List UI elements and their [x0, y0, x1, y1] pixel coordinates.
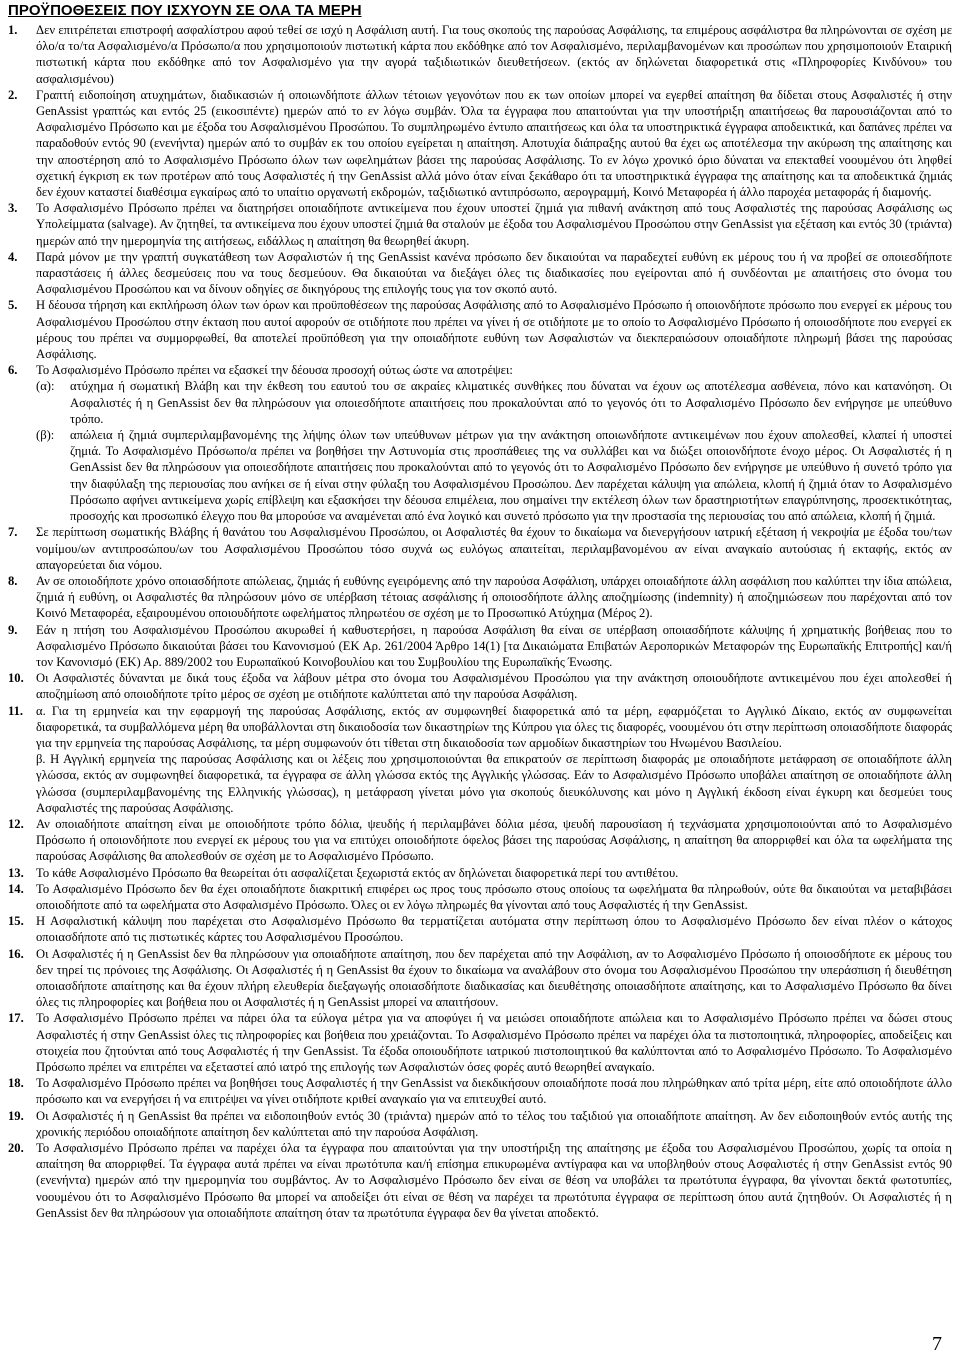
term-text: α. Για τη ερμηνεία και την εφαρμογή της παρούσας Ασφάλισης, εκτός αν συμφωνηθεί διαφορετικά από τα μέρη, εφαρμόζεται το Αγγλικό Δίκαιο, εκτός αν συμφωνείται διαφορετικά, τα συμβαλλόμενα μέρη θα υποβάλλονται στη δικαιοδοσία των δικαστηρίων της Κύπρου για όλες τις διαφορές, νοουμένου ότι στην περίπτωση οποιασδήποτε διαφοράς για την ερμηνεία της παρούσας Ασφάλισης, τα μέρη συμφωνούν ότι τίθεται στη δικαιοδοσία των αρμοδίων δικαστηρίων του Ηνωμένου Βασιλείου. [36, 703, 952, 750]
term-number: 9. [8, 622, 18, 637]
term-text: Το Ασφαλισμένο Πρόσωπο δεν θα έχει οποιαδήποτε διακριτική επιφέρει ως προς τους πρόσωπο στους οποίους τα ωφελήματα θα πληρωθούν, ούτε θα δικαιούται να μεταβιβάσει οποιοδήποτε από τα ωφελήματα στο Ασφαλισμένο Πρόσωπο. Όλες οι εν λόγω πληρωμές θα γίνονται από τους Ασφαλιστές ή την GenAssist. [36, 881, 952, 912]
term-text: Το κάθε Ασφαλισμένο Πρόσωπο θα θεωρείται ότι ασφαλίζεται ξεχωριστά εκτός αν δηλώνεται διαφορετικά περί του αντιθέτου. [36, 865, 679, 880]
term-item [8, 249, 952, 298]
term-number: 5. [8, 298, 18, 313]
term-item [8, 703, 952, 816]
term-text: Οι Ασφαλιστές ή η GenAssist θα πρέπει να ειδοποιηθούν εντός 30 (τριάντα) ημερών από το τέλος του ταξιδιού για οποιαδήποτε απαίτηση. Αν δεν ειδοποιηθούν εντός αυτής της χρονικής περιόδου οποιαδήποτε απαίτηση δεν καλύπτεται από την παρούσα Ασφάλιση. [36, 1108, 952, 1139]
term-item [8, 22, 952, 87]
sub-clause-text: απώλεια ή ζημιά συμπεριλαμβανομένης της λήψης όλων των υπεύθυνων μέτρων για την ανάκτηση οποιωνδήποτε αντικειμένων που έχουν απολεσθεί, κλαπεί ή υποστεί ζημιά. Το Ασφαλισμένο Πρόσωπο/α πρέπει να βοηθήσει την Αστυνομία στις προσπάθειες της να συλλάβει και να διώξει οποιονδήποτε ένοχο μέρος. Οι Ασφαλιστές ή η GenAssist δεν θα πληρώσουν για οποιεσδήποτε απαιτήσεις που προκαλούνται από το γεγονός ότι το Ασφαλισμένο Πρόσωπο δεν ενήργησε με υπεύθυνο ή συνετό τρόπο για την διαφύλαξη της περιουσίας που ανήκει σε ή είναι στην φύλαξη του Ασφαλισμένου Προσώπου. Δεν παρέχεται κάλυψη για απώλεια, κλοπή ή ζημιά όταν το Ασφαλισμένο Πρόσωπο αφήνει αντικείμενα χωρίς επίβλεψη και εξασκήσει την δέουσα επιμέλεια, που σημαίνει την εκτέλεση όλων των δραστηριοτήτων επαγρύπνησης, προσεκτικότητας, προσοχής και προσωπικό έλεγχο που θα μπορούσε να αναμένεται από ένα λογικό και συνετό πρόσωπο για την προστασία της περιουσίας του από απώλεια, κλοπή ή ζημιά. [70, 428, 952, 524]
term-number: 7. [8, 525, 18, 540]
term-item [8, 87, 952, 200]
term-item [8, 946, 952, 1011]
term-item [8, 524, 952, 573]
term-text: Το Ασφαλισμένο Πρόσωπο πρέπει να βοηθήσει τους Ασφαλιστές ή την GenAssist να διεκδικήσουν οποιαδήποτε ποσά που πληρώθηκαν από τρίτα μέρη, είτε από οποιοδήποτε άλλο πρόσωπο και να ενεργήσει ή να επιτρέψει να γίνει οτιδήποτε κριθεί αναγκαίο για να επιτευχθεί αυτό. [36, 1076, 952, 1107]
term-text: Οι Ασφαλιστές ή η GenAssist δεν θα πληρώσουν για οποιαδήποτε απαίτηση, που δεν παρέχεται από την Ασφάλιση, αν το Ασφαλισμένο Πρόσωπο ή οποιοσδήποτε εκ μέρους του δεν τηρεί τις πρόνοιες της Ασφάλισης. Οι Ασφαλιστές ή η GenAssist θα έχουν το δικαίωμα να αναλάβουν στο όνομα του Ασφαλισμένου Προσώπου την υπεράσπιση ή διευθέτηση οποιασδήποτε απαίτησης και θα έχουν πλήρη ελευθερία διεξαγωγής οποιασδήποτε διαδικασίας και διευθέτησης οποιασδήποτε απαίτησης, και το Ασφαλισμένο Πρόσωπο θα δίνει όλες τις πληροφορίες και βοήθεια που οι Ασφαλιστές ή η GenAssist μπορεί να απαιτήσουν. [36, 946, 952, 1010]
sub-clause-label: (β): [36, 428, 55, 443]
term-item [8, 1140, 952, 1221]
term-text: Αν οποιαδήποτε απαίτηση είναι με οποιοδήποτε τρόπο δόλια, ψευδής ή περιλαμβάνει δόλια μέσα, ψευδή παρουσίαση ή τεχνάσματα χρησιμοποιούνται από το Ασφαλισμένο Πρόσωπο ή οποιονδήποτε που ενεργεί εκ μέρους του για να επιτύχει οποιοδήποτε όφελος βάσει της παρούσας Ασφάλισης, η απαίτηση θα απορριφθεί και όλα τα ωφελήματα της παρούσας Ασφάλισης θα απολεσθούν σε σχέση με το Ασφαλισμένο Πρόσωπο. [36, 816, 952, 864]
term-item [8, 362, 952, 524]
term-item [8, 816, 952, 865]
term-item [8, 1010, 952, 1075]
term-number: 3. [8, 201, 18, 216]
term-text: Δεν επιτρέπεται επιστροφή ασφαλίστρου αφού τεθεί σε ισχύ η Ασφάλιση αυτή. Για τους σκοπούς της παρούσας Ασφάλισης, τα επιμέρους ασφάλιστρα θα πληρώνονται σε σχέση με όλο/α το/τα Ασφαλισμένο/α Πρόσωπο/α που χρησιμοποιούν πιστωτική κάρτα που εκδόθηκε από τον Ασφαλισμένο, περιλαμβανομένων και προσώπων που χρησιμοποιούν Εταιρική πιστωτική κάρτα που εκδόθηκε από τον Ασφαλισμένο για την αγορά ταξιδιωτικών διευθετήσεων. (εκτός αν δηλώνεται διαφορετικά στις «Πληροφορίες Κινδύνου» του ασφαλισμένου) [36, 23, 952, 86]
term-number: 17. [8, 1011, 24, 1026]
term-text: Το Ασφαλισμένο Πρόσωπο πρέπει να παρέχει όλα τα έγγραφα που απαιτούνται για την υποστήριξη της απαίτησης με έξοδα του Ασφαλισμένου Προσώπου, χωρίς τα οποία η απαίτηση θα απορριφθεί. Τα έγγραφα αυτά πρέπει να είναι πρωτότυπα και/ή επίσημα επικυρωμένα αντίγραφα και να υποβληθούν στους Ασφαλιστές ή στην GenAssist εντός 90 (ενενήντα) ημερών από την ημερομηνία του συμβάντος. Αν το Ασφαλισμένο Πρόσωπο δεν είναι σε θέση να υποβάλει τα πρωτότυπα έγγραφα, θα γίνονται δεκτά φωτοτυπίες, νοουμένου ότι το Ασφαλισμένο Πρόσωπο θα μπορεί να αποδείξει ότι είναι σε θέση να παρέχει τα πρωτότυπα έγγραφα σε περίπτωση όπου αυτά ζητηθούν. Οι Ασφαλιστές ή η GenAssist δεν θα πληρώσουν για οποιαδήποτε απαίτηση όταν τα πρωτότυπα έγγραφα δεν θα γίνεται αποδεκτό. [36, 1141, 952, 1220]
term-text: Το Ασφαλισμένο Πρόσωπο πρέπει να διατηρήσει οποιαδήποτε αντικείμενα που έχουν υποστεί ζημιά για πιθανή ανάκτηση από τους Ασφαλιστές της παρούσας Ασφάλισης ως Υπολείμματα (salvage). Αν ζητηθεί, τα αντικείμενα που έχουν υποστεί ζημιά θα σταλούν με έξοδα του Ασφαλισμένου Προσώπου στην GenAssist για εξέταση και εντός 30 (τριάντα) ημερών από την ημερομηνία της αιτήσεως, ειδάλλως η απαίτηση θα θεωρηθεί άκυρη. [36, 201, 952, 248]
term-item [8, 1108, 952, 1140]
term-number: 18. [8, 1076, 24, 1091]
term-body [36, 703, 952, 816]
term-text: Εάν η πτήση του Ασφαλισμένου Προσώπου ακυρωθεί ή καθυστερήσει, η παρούσα Ασφάλιση θα είναι σε υπέρβαση οποιασδήποτε κάλυψης ή χρηματικής βοήθειας που το Ασφαλισμένο Πρόσωπο δικαιούται βάσει του Κανονισμού (ΕΚ Αρ. 261/2004 Άρθρο 14(1) [τα Δικαιώματα Επιβατών Αεροπορικών Μεταφορών της Ευρωπαϊκής Επιτροπής] και/ή τον Κανονισμό (ΕΚ) Αρ. 889/2002 του Ευρωπαϊκού Κοινοβουλίου και του Συμβουλίου της Ευρωπαϊκής Ένωσης. [36, 622, 952, 669]
term-item [8, 573, 952, 622]
term-number: 2. [8, 87, 18, 102]
term-number: 16. [8, 946, 24, 961]
term-text: Η Ασφαλιστική κάλυψη που παρέχεται στο Ασφαλισμένο Πρόσωπο θα τερματίζεται αυτόματα στην περίπτωση όπου το Ασφαλισμένο Πρόσωπο δεν είναι πλέον ο κάτοχος οποιασδήποτε από τις πιστωτικές κάρτες του Ασφαλισμένου Προσώπου. [36, 914, 952, 945]
term-number: 19. [8, 1108, 24, 1123]
term-text: Γραπτή ειδοποίηση ατυχημάτων, διαδικασιών ή οποιωνδήποτε άλλων τέτοιων γεγονότων που εκ των οποίων μπορεί να εγερθεί απαίτηση θα δίδεται στους Ασφαλιστές ή στην GenAssist γραπτώς και εντός 25 (εικοσιπέντε) ημερών από το εν λόγω συμβάν. Όλα τα έγγραφα που απαιτούνται για την υποστήριξη απαιτήσεως θα παρουσιάζονται από το Ασφαλισμένο Πρόσωπο και με έξοδα του Ασφαλισμένου Προσώπου. Το συμπληρωμένο έντυπο απαιτήσεως και όλα τα υποστηρικτικά έγγραφα αποδεικτικά, και δαπάνες πρέπει να παραδοθούν εντός 90 (ενενήντα) ημερών από το συμβάν εκ του οποίου εγείρεται η απαίτηση. Αποτυχία διάπραξης αυτού θα έχει ως αποτέλεσμα την ακύρωση της απαίτησης και την αποστέρηση από το Ασφαλισμένο Πρόσωπο όλων των ωφελημάτων βάσει της παρούσας Ασφάλισης. Το εν λόγω χρονικό όριο δύναται να επεκταθεί νοουμένου ότι ληφθεί σχετική έγκριση εκ των προτέρων από τους Ασφαλιστές ή την GenAssist αλλά μόνο όταν είναι ξεκάθαρο ότι τα υποστηρικτικά έγγραφα της απαίτησης και τα αποδεικτικά ζημιάς δεν έχουν καταστεί διαθέσιμα εγκαίρως από το υπαίτιο οργανωτή εκδρομών, ταξιδιωτικό αντιπρόσωπο, αερογραμμή, Κοινό Μεταφορέα ή άλλο παροχέα μεταφοράς ή διαμονής. [36, 87, 952, 200]
term-item [8, 881, 952, 913]
page-title: ΠΡΟΫΠΟΘΕΣΕΙΣ ΠΟΥ ΙΣΧΥΟΥΝ ΣΕ ΟΛΑ ΤΑ ΜΕΡΗ [8, 2, 362, 19]
term-text: Σε περίπτωση σωματικής Βλάβης ή θανάτου του Ασφαλισμένου Προσώπου, οι Ασφαλιστές θα έχουν το δικαίωμα να διενεργήσουν ιατρική εξέταση ή νεκροψία με έξοδα του/των νομίμου/ων αντιπροσώπου/ων του Ασφαλισμένου Προσώπου τόσο συχνά ως ευλόγως απαιτείται, περιλαμβανομένου αν είναι αναγκαίο αυτούσιας ή εκταφής, εκτός αν απαγορεύεται δια νόμου. [36, 525, 952, 572]
term-item [8, 670, 952, 702]
term-body [36, 362, 952, 524]
term-text: Παρά μόνον με την γραπτή συγκατάθεση των Ασφαλιστών ή της GenAssist κανένα πρόσωπο δεν δικαιούται να παραδεχτεί ευθύνη εκ μέρους του ή να προβεί σε οποιεσδήποτε παραστάσεις ή άλλες δεσμεύσεις που να τους δεσμεύουν. Θα δικαιούται να διεξάγει όλες τις διαδικασίες που εγείρονται από ή συνδέονται με απαιτήσεις στο όνομα του Ασφαλισμένου Προσώπου και να δίνουν οδηγίες σε δικηγόρους της επιλογής τους για τον σκοπό αυτό. [36, 249, 952, 297]
term-number: 20. [8, 1141, 24, 1156]
term-item [8, 200, 952, 249]
term-number: 13. [8, 865, 24, 880]
term-text: Η δέουσα τήρηση και εκπλήρωση όλων των όρων και προϋποθέσεων της παρούσας Ασφάλισης από το Ασφαλισμένο Πρόσωπο ή οποιονδήποτε πρόσωπο που ενεργεί εκ μέρους του Ασφαλισμένου Προσώπου στην έκταση που αυτοί αφορούν σε οτιδήποτε που πρέπει να γίνει ή σε οτιδήποτε με το οποίο το Ασφαλισμένο Πρόσωπο ή οποιοσδήποτε που ενεργεί εκ μέρους του πρέπει να συμμορφωθεί, θα αποτελεί προϋπόθεση για την οποιαδήποτε ευθύνη των Ασφαλιστών να διεκπεραιώσουν οποιαδήποτε πληρωμή βάσει της παρούσας Ασφάλισης. [36, 298, 952, 362]
term-item [8, 913, 952, 945]
term-number: 10. [8, 671, 24, 686]
term-text: Αν σε οποιοδήποτε χρόνο οποιασδήποτε απώλειας, ζημιάς ή ευθύνης εγειρόμενης από την παρούσα Ασφάλιση, υπάρχει οποιαδήποτε άλλη ασφάλιση που καλύπτει την ίδια απώλεια, ζημιά ή ευθύνη, οι Ασφαλιστές θα πληρώσουν μόνο σε υπέρβαση τέτοιας ασφάλισης ή οποιοσδήποτε άλλης αποζημίωσης (indemnity) ή αποζημιώσεων που παρέχονται από τον Κοινό Μεταφορέα, εξαιρουμένου οποιουδήποτε ωφελήματος πληρωτέου σε σχέση με το Προσωπικό Ατύχημα (Μέρος 2). [36, 573, 952, 621]
terms-list [8, 22, 952, 1221]
term-text: Το Ασφαλισμένο Πρόσωπο πρέπει να πάρει όλα τα εύλογα μέτρα για να αποφύγει ή να μειώσει οποιαδήποτε απώλεια και το Ασφαλισμένο Πρόσωπο πρέπει να δώσει στους Ασφαλιστές ή στην GenAssist όλες τις πληροφορίες και βοήθεια που χρειάζονται. Το Ασφαλισμένο Πρόσωπο πρέπει να παρέχει όλα τα πιστοποιητικά, πληροφορίες, αποδείξεις και στοιχεία που ζητούνται από τους Ασφαλιστές ή την GenAssist. Τα έξοδα οποιουδήποτε ιατρικού πιστοποιητικού θα καλύπτονται από το Ασφαλισμένο Πρόσωπο. Το Ασφαλισμένο Πρόσωπο πρέπει να επιτρέπει να εξεταστεί από ιατρό της επιλογής των Ασφαλιστών όσες φορές αυτό θεωρηθεί αναγκαίο. [36, 1011, 952, 1074]
term-number: 6. [8, 363, 18, 378]
sub-clause [36, 378, 952, 427]
term-number: 1. [8, 23, 18, 37]
term-text-b: β. Η Αγγλική ερμηνεία της παρούσας Ασφάλισης και οι λέξεις που χρησιμοποιούνται θα επικρατούν σε περίπτωση διαφοράς με οποιαδήποτε μετάφραση σε οποιαδήποτε άλλη γλώσσα, εκτός αν συμφωνηθεί διαφορετικά, τα έγγραφα σε άλλη γλώσσα εκτός της Αγγλικής γλώσσας. Εάν το Ασφαλισμένο Πρόσωπο υποβάλει απαίτηση σε οποιαδήποτε άλλη γλώσσα (συμπεριλαμβανομένης της Ελληνικής γλώσσας), η μετάφραση γίνεται μόνο για σκοπούς διευκόλυνσης και μόνο η Αγγλική έκδοση είναι έγκυρη και δεσμεύει τους Ασφαλιστές της παρούσας Ασφάλισης. [36, 752, 952, 815]
sub-clause [36, 427, 952, 524]
term-item [8, 622, 952, 671]
sub-clause-label: (α): [36, 379, 55, 394]
term-item [8, 865, 952, 881]
term-item [8, 1075, 952, 1107]
term-number: 15. [8, 914, 24, 929]
sub-clause-text: ατύχημα ή σωματική Βλάβη και την έκθεση του εαυτού του σε ακραίες κλιματικές συνθήκες που δύναται να έχουν ως αποτέλεσμα ασθένεια, πόνο και κατανόηση. Οι Ασφαλιστές ή η GenAssist δεν θα πληρώσουν για οποιεσδήποτε απαιτήσεις που προκαλούνται από το γεγονός ότι το Ασφαλισμένο Πρόσωπο δεν ενήργησε με υπεύθυνο τρόπο. [70, 379, 952, 426]
term-number: 11. [8, 703, 24, 718]
page-number: 7 [932, 1333, 942, 1355]
term-number: 4. [8, 249, 18, 264]
term-text: Οι Ασφαλιστές δύνανται με δικά τους έξοδα να λάβουν μέτρα στο όνομα του Ασφαλισμένου Προσώπου για την ανάκτηση οποιουδήποτε αντικειμένου που έχει απολεσθεί ή αποζημίωση από οποιοδήποτε τρίτο μέρος σε σχέση με οτιδήποτε καλύπτεται από την παρούσα Ασφάλιση. [36, 671, 952, 702]
term-number: 12. [8, 816, 24, 831]
term-item [8, 297, 952, 362]
term-number: 14. [8, 881, 24, 896]
term-number: 8. [8, 573, 18, 588]
term-text: Το Ασφαλισμένο Πρόσωπο πρέπει να εξασκεί την δέουσα προσοχή ούτως ώστε να αποτρέψει: [36, 363, 513, 378]
